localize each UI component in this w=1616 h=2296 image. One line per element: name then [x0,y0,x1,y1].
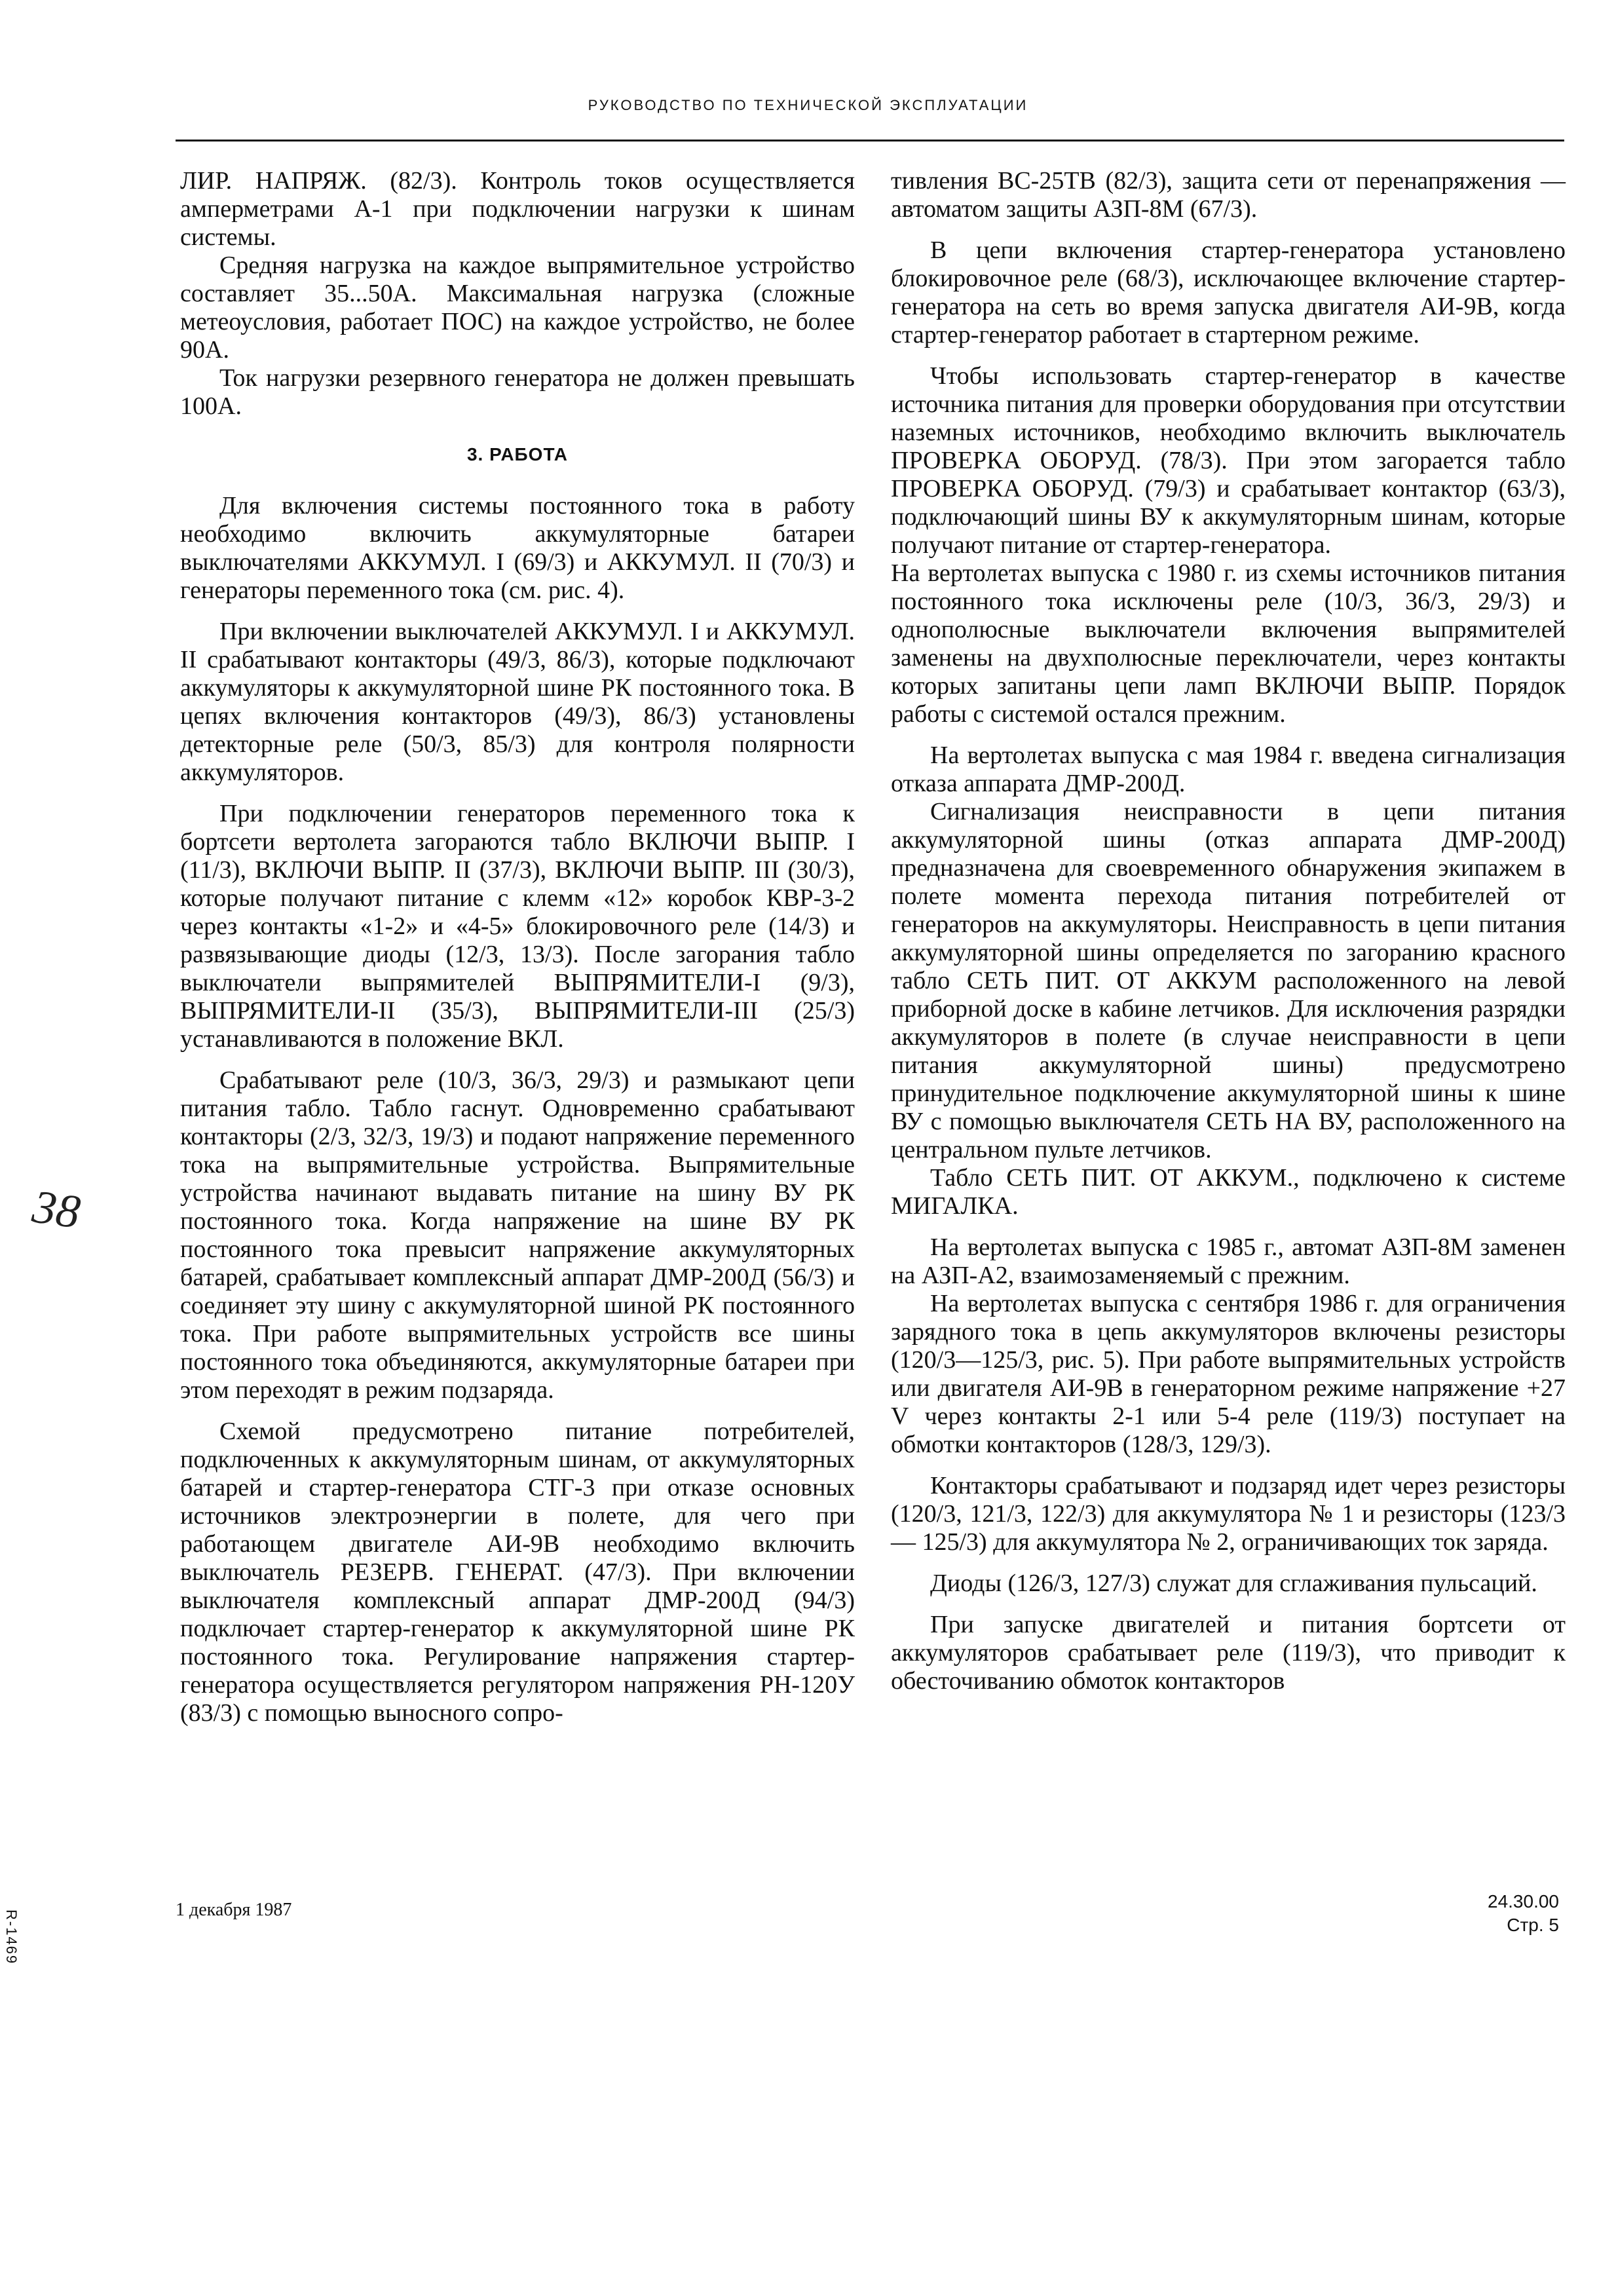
paragraph: На вертолетах выпуска с 1985 г., автомат АЗП-8М заменен на АЗП-А2, взаимозаменяемый с прежним. [891,1233,1566,1289]
footer-date: 1 декабря 1987 [176,1900,292,1920]
paragraph: При подключении генераторов переменного тока к бортсети вертолета загораются табло ВКЛЮЧИ ВЫПР. I (11/3), ВКЛЮЧИ ВЫПР. II (37/3), ВКЛЮЧИ ВЫПР. III (30/3), которые получают питание с клемм «12» коробок КВР-3-2 через контакты «1-2» и «4-5» блокировочного реле (14/3) и развязывающие диоды (12/3, 13/3). После загорания табло выключатели выпрямителей ВЫПРЯМИТЕЛИ-I (9/3), ВЫПРЯМИТЕЛИ-II (35/3), ВЫПРЯМИТЕЛИ-III (25/3) устанавливаются в положение ВКЛ. [180,800,855,1053]
paragraph: Контакторы срабатывают и подзаряд идет через резисторы (120/3, 121/3, 122/3) для аккумулятора № 1 и резисторы (123/3 — 125/3) для аккумулятора № 2, ограничивающих ток заряда. [891,1472,1566,1556]
paragraph: Чтобы использовать стартер-генератор в качестве источника питания для проверки оборудования при отсутствии наземных источников, необходимо включить выключатель ПРОВЕРКА ОБОРУД. (78/3). При этом загорается табло ПРОВЕРКА ОБОРУД. (79/3) и срабатывает контактор (63/3), подключающий шины ВУ к аккумуляторным шинам, которые получают питание от стартер-генератора. [891,362,1566,559]
paragraph: ЛИР. НАПРЯЖ. (82/3). Контроль токов осуществляется амперметрами А-1 при подключении нагрузки к шинам системы. [180,167,855,251]
paragraph: При включении выключателей АККУМУЛ. I и АККУМУЛ. II срабатывают контакторы (49/3, 86/3), которые подключают аккумуляторы к аккумуляторной шине РК постоянного тока. В цепях включения контакторов (49/3), 86/3) установлены детекторные реле (50/3, 85/3) для контроля полярности аккумуляторов. [180,618,855,786]
doc-code: 24.30.00 [1488,1891,1559,1911]
paragraph: Для включения системы постоянного тока в работу необходимо включить аккумуляторные батареи выключателями АККУМУЛ. I (69/3) и АККУМУЛ. II (70/3) и генераторы переменного тока (см. рис. 4). [180,492,855,604]
paragraph: тивления ВС-25ТВ (82/3), защита сети от перенапряжения — автоматом защиты АЗП-8М (67/3). [891,167,1566,223]
section-title: 3. РАБОТА [466,444,569,464]
paragraph: На вертолетах выпуска с 1980 г. из схемы источников питания постоянного тока исключены реле (10/3, 36/3, 29/3) и однополюсные выключатели включения выпрямителей заменены на двухполюсные переключатели, через контакты которых запитаны цепи ламп ВКЛЮЧИ ВЫПР. Порядок работы с системой остался прежним. [891,559,1566,728]
paragraph: На вертолетах выпуска с мая 1984 г. введена сигнализация отказа аппарата ДМР-200Д. [891,742,1566,797]
margin-code: R-1469 [3,1910,20,1965]
paragraph: Средняя нагрузка на каждое выпрямительное устройство составляет 35...50А. Максимальная нагрузка (сложные метеоусловия, работает ПОС) на каждое устройство, не более 90А. [180,252,855,364]
paragraph: Сигнализация неисправности в цепи питания аккумуляторной шины (отказ аппарата ДМР-200Д) предназначена для своевременного обнаружения экипажем в полете момента перехода питания потребителей от генераторов на аккумуляторы. Неисправность в цепи питания аккумуляторной шины определяется по загоранию красного табло СЕТЬ ПИТ. ОТ АККУМ расположенного на левой приборной доске в кабине летчиков. Для исключения разрядки аккумуляторов в полете (в случае неисправности в цепи питания аккумуляторной шины) предусмотрено принудительное подключение аккумуляторной шины к шине ВУ с помощью выключателя СЕТЬ НА ВУ, расположенного на центральном пульте летчиков. [891,798,1566,1163]
paragraph: Схемой предусмотрено питание потребителей, подключенных к аккумуляторным шинам, от аккумуляторных батарей и стартер-генератора СТГ-3 при отказе основных источников электроэнергии в полете, для чего при работающем двигателе АИ-9В необходимо включить выключатель РЕЗЕРВ. ГЕНЕРАТ. (47/3). При включении выключателя комплексный аппарат ДМР-200Д (94/3) подключает стартер-генератор к аккумуляторной шине РК постоянного тока. Регулирование напряжения стартер-генератора осуществляется регулятором напряжения РН-120У (83/3) с помощью выносного сопро- [180,1418,855,1727]
paragraph: При запуске двигателей и питания бортсети от аккумуляторов срабатывает реле (119/3), что приводит к обесточиванию обмоток контакторов [891,1611,1566,1695]
paragraph: В цепи включения стартер-генератора установлено блокировочное реле (68/3), исключающее включение стартер-генератора на сеть во время запуска двигателя АИ-9В, когда стартер-генератор работает в стартерном режиме. [891,236,1566,348]
paragraph: Ток нагрузки резервного генератора не должен превышать 100А. [180,364,855,420]
header-rule [176,140,1564,141]
handwritten-page-number: 38 [29,1180,84,1239]
paragraph: Срабатывают реле (10/3, 36/3, 29/3) и размыкают цепи питания табло. Табло гаснут. Одновременно срабатывают контакторы (2/3, 32/3, 19/3) и подают напряжение переменного тока на выпрямительные устройства. Выпрямительные устройства начинают выдавать питание на шину ВУ РК постоянного тока. Когда напряжение на шине ВУ РК постоянного тока превысит напряжение аккумуляторных батарей, срабатывает комплексный аппарат ДМР-200Д (56/3) и соединяет эту шину с аккумуляторной шиной РК постоянного тока. При работе выпрямительных устройств все шины постоянного тока объединяются, аккумуляторные батареи при этом переходят в режим подзаряда. [180,1066,855,1404]
paragraph: На вертолетах выпуска с сентября 1986 г. для ограничения зарядного тока в цепь аккумуляторов включены резисторы (120/3—125/3, рис. 5). При работе выпрямительных устройств или двигателя АИ-9В в генераторном режиме напряжение +27 V через контакты 2-1 или 5-4 реле (119/3) поступает на обмотки контакторов (128/3, 129/3). [891,1290,1566,1458]
right-column [891,167,1566,1695]
running-header: РУКОВОДСТВО ПО ТЕХНИЧЕСКОЙ ЭКСПЛУАТАЦИИ [588,97,1028,113]
footer-page-info [1362,1890,1559,1937]
paragraph: Табло СЕТЬ ПИТ. ОТ АККУМ., подключено к системе МИГАЛКА. [891,1164,1566,1220]
page-number: Стр. 5 [1507,1915,1559,1935]
left-column [180,167,855,1727]
paragraph: Диоды (126/3, 127/3) служат для сглаживания пульсаций. [930,1570,1537,1597]
